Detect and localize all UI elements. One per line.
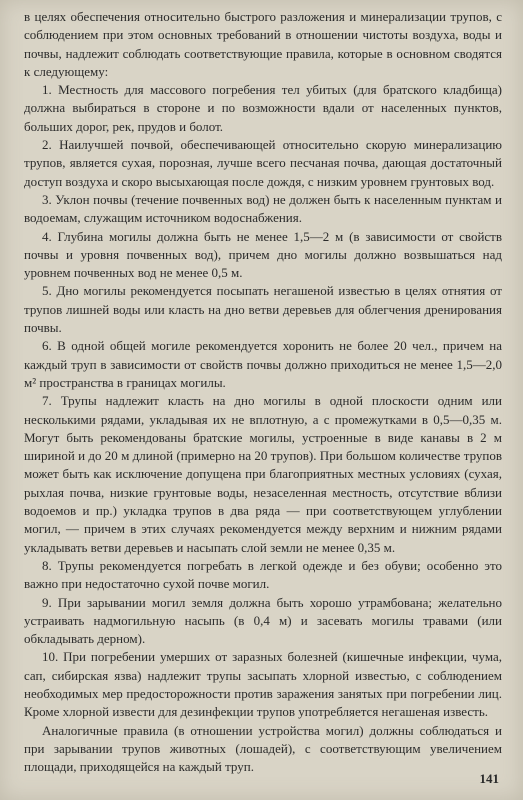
paragraph-rule-4: 4. Глубина могилы должна быть не менее 1,5—2 м (в зависимости от свойств почвы и уровня почвенных вод), причем дно могилы должно возвышаться над уровнем почвенных вод не менее 0,5 м.: [24, 228, 502, 281]
paragraph-closing: Аналогичные правила (в отношении устройства могил) должны соблюдаться и при зарывании трупов животных (лошадей), с соответствующим увеличением площади, приходящейся на каждый труп.: [24, 722, 502, 775]
paragraph-rule-3: 3. Уклон почвы (течение почвенных вод) не должен быть к населенным пунктам и водоемам, служащим источником водоснабжения.: [24, 191, 502, 226]
paragraph-rule-9: 9. При зарывании могил земля должна быть хорошо утрамбована; желательно устраивать надмогильную насыпь (в 0,4 м) и засевать могилы травами (или обкладывать дерном).: [24, 594, 502, 647]
body-text: [24, 8, 502, 776]
paragraph-rule-6: 6. В одной общей могиле рекомендуется хоронить не более 20 чел., причем на каждый труп в зависимости от свойств почвы должно приходиться не менее 1,5—2,0 м² пространства в границах могилы.: [24, 338, 502, 390]
paragraph-rule-7: 7. Трупы надлежит класть на дно могилы в одной плоскости одним или несколькими рядами, укладывая их не вплотную, а с промежутками в 0,5—0,35 м. Могут быть рекомендованы братские могилы, устроенные в виде канавы в 2 м шириной и до 20 м длиной (примерно на 20 трупов). При большом количестве трупов может быть как исключение допущена при благоприятных местных условиях (сухая, рыхлая почва, низкие грунтовые воды, незаселенная местность, отсутствие вблизи водоемов и пр.) укладка трупов в два ряда — при соответствующем углублении могил, — причем в этих случаях рекомендуется между верхним и нижним рядами укладывать ветви деревьев и насыпать слой земли не менее 0,35 м.: [24, 393, 502, 555]
paragraph-rule-2: 2. Наилучшей почвой, обеспечивающей относительно скорую минерализацию трупов, является сухая, порозная, лучше всего песчаная почва, дающая достаточный доступ воздуха и скоро высыхающая после дождя, с низким уровнем грунтовых вод.: [24, 137, 502, 189]
paragraph-rule-10: 10. При погребении умерших от заразных болезней (кишечные инфекции, чума, сап, сибирская язва) надлежит трупы засыпать хлорной известью, с соблюдением необходимых мер предосторожности против заражения занятых при погребении лиц. Кроме хлорной извести для дезинфекции трупов употребляется негашеная известь.: [24, 649, 502, 720]
page-number: 141: [479, 771, 499, 786]
paragraph-rule-5: 5. Дно могилы рекомендуется посыпать негашеной известью в целях отнятия от трупов лишней воды или класть на дно ветви деревьев для облегчения дренирования почвы.: [24, 283, 502, 336]
paragraph-rule-8: 8. Трупы рекомендуется погребать в легкой одежде и без обуви; особенно это важно при недостаточно сухой почве могил.: [24, 557, 502, 592]
paragraph-intro: в целях обеспечения относительно быстрого разложения и минерализации трупов, с соблюдением при этом основных требований в отношении чистоты воздуха, воды и почвы, надлежит соблюдать соответствующие правила, которые в основном сводятся к следующему:: [24, 9, 502, 79]
paragraph-rule-1: 1. Местность для массового погребения тел убитых (для братского кладбища) должна выбираться в стороне и по возможности вдали от населенных пунктов, больших дорог, рек, прудов и болот.: [24, 82, 502, 134]
